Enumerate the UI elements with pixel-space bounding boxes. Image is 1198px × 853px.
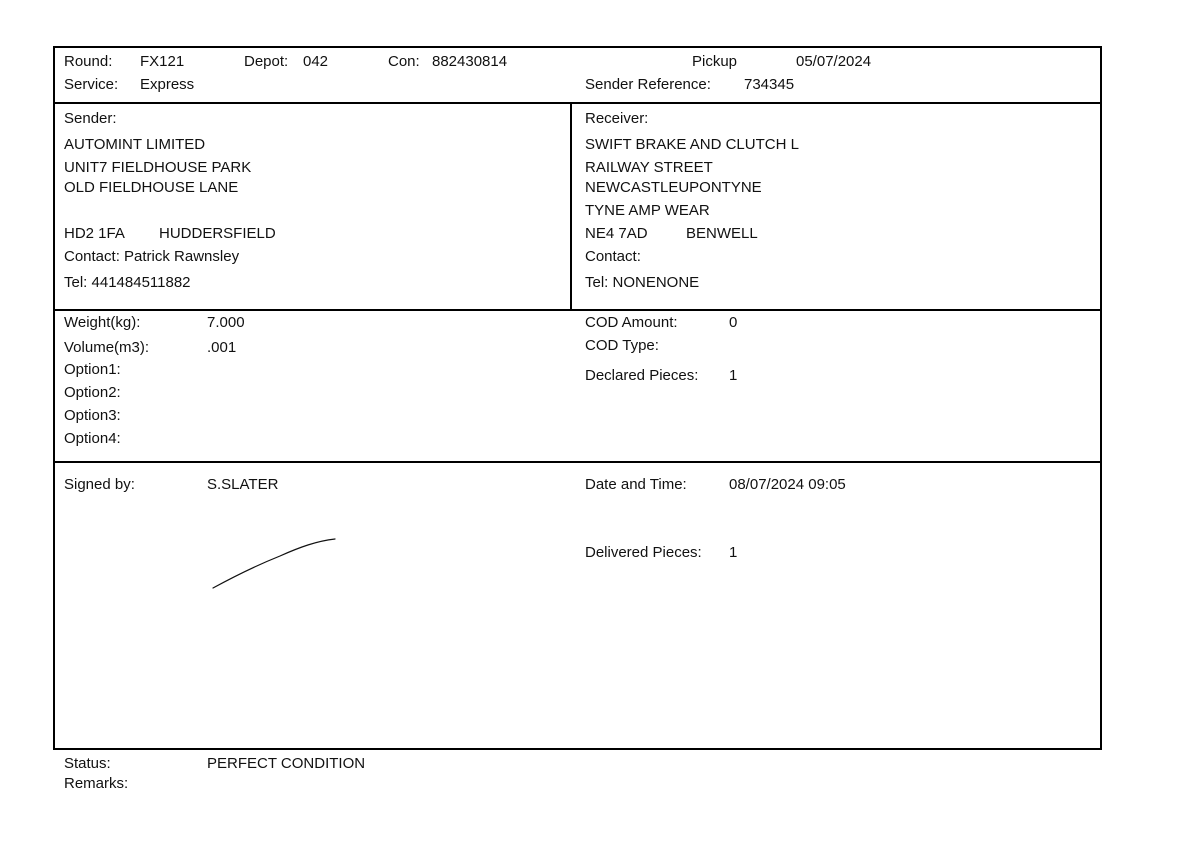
pickup-date: 05/07/2024: [796, 53, 872, 70]
sender-address-line2: OLD FIELDHOUSE LANE: [64, 179, 239, 196]
receiver-address-line1: RAILWAY STREET: [585, 159, 713, 176]
sender-name: AUTOMINT LIMITED: [64, 136, 206, 153]
sender-postcode: HD2 1FA: [64, 225, 125, 242]
receiver-heading: Receiver:: [585, 110, 649, 127]
parcel-divider: [55, 461, 1100, 463]
delivered-pieces-value: 1: [729, 544, 738, 561]
receiver-postcode: NE4 7AD: [585, 225, 648, 242]
header-divider: [55, 102, 1100, 104]
depot-label: Depot:: [244, 53, 289, 70]
sender-reference-label: Sender Reference:: [585, 76, 711, 93]
option4-label: Option4:: [64, 430, 121, 447]
status-label: Status:: [64, 755, 111, 772]
volume-value: .001: [207, 339, 237, 356]
sender-address-line1: UNIT7 FIELDHOUSE PARK: [64, 159, 252, 176]
con-value: 882430814: [432, 53, 508, 70]
receiver-name: SWIFT BRAKE AND CLUTCH L: [585, 136, 799, 153]
signed-by-value: S.SLATER: [207, 476, 279, 493]
option2-label: Option2:: [64, 384, 121, 401]
sender-contact: Contact: Patrick Rawnsley: [64, 248, 240, 265]
sender-heading: Sender:: [64, 110, 117, 127]
date-time-label: Date and Time:: [585, 476, 687, 493]
round-label: Round:: [64, 53, 113, 70]
signed-by-label: Signed by:: [64, 476, 135, 493]
receiver-address-line2: NEWCASTLEUPONTYNE: [585, 179, 762, 196]
sender-town: HUDDERSFIELD: [159, 225, 276, 242]
status-value: PERFECT CONDITION: [207, 755, 366, 772]
delivered-pieces-label: Delivered Pieces:: [585, 544, 702, 561]
address-column-divider: [570, 102, 572, 309]
receiver-town: BENWELL: [686, 225, 758, 242]
declared-pieces-value: 1: [729, 367, 738, 384]
sender-tel: Tel: 441484511882: [64, 274, 191, 291]
declared-pieces-label: Declared Pieces:: [585, 367, 699, 384]
receiver-address-line3: TYNE AMP WEAR: [585, 202, 710, 219]
date-time-value: 08/07/2024 09:05: [729, 476, 846, 493]
weight-label: Weight(kg):: [64, 314, 141, 331]
receiver-contact: Contact:: [585, 248, 641, 265]
signature-image: [205, 532, 345, 596]
service-value: Express: [140, 76, 195, 93]
cod-type-label: COD Type:: [585, 337, 659, 354]
weight-value: 7.000: [207, 314, 245, 331]
receiver-tel: Tel: NONENONE: [585, 274, 700, 291]
round-value: FX121: [140, 53, 185, 70]
address-divider: [55, 309, 1100, 311]
remarks-label: Remarks:: [64, 775, 129, 792]
cod-amount-label: COD Amount:: [585, 314, 678, 331]
service-label: Service:: [64, 76, 119, 93]
pickup-label: Pickup: [692, 53, 738, 70]
option3-label: Option3:: [64, 407, 121, 424]
depot-value: 042: [303, 53, 329, 70]
delivery-note-frame: [53, 46, 1102, 750]
sender-reference-value: 734345: [744, 76, 795, 93]
volume-label: Volume(m3):: [64, 339, 150, 356]
cod-amount-value: 0: [729, 314, 738, 331]
con-label: Con:: [388, 53, 420, 70]
option1-label: Option1:: [64, 361, 121, 378]
